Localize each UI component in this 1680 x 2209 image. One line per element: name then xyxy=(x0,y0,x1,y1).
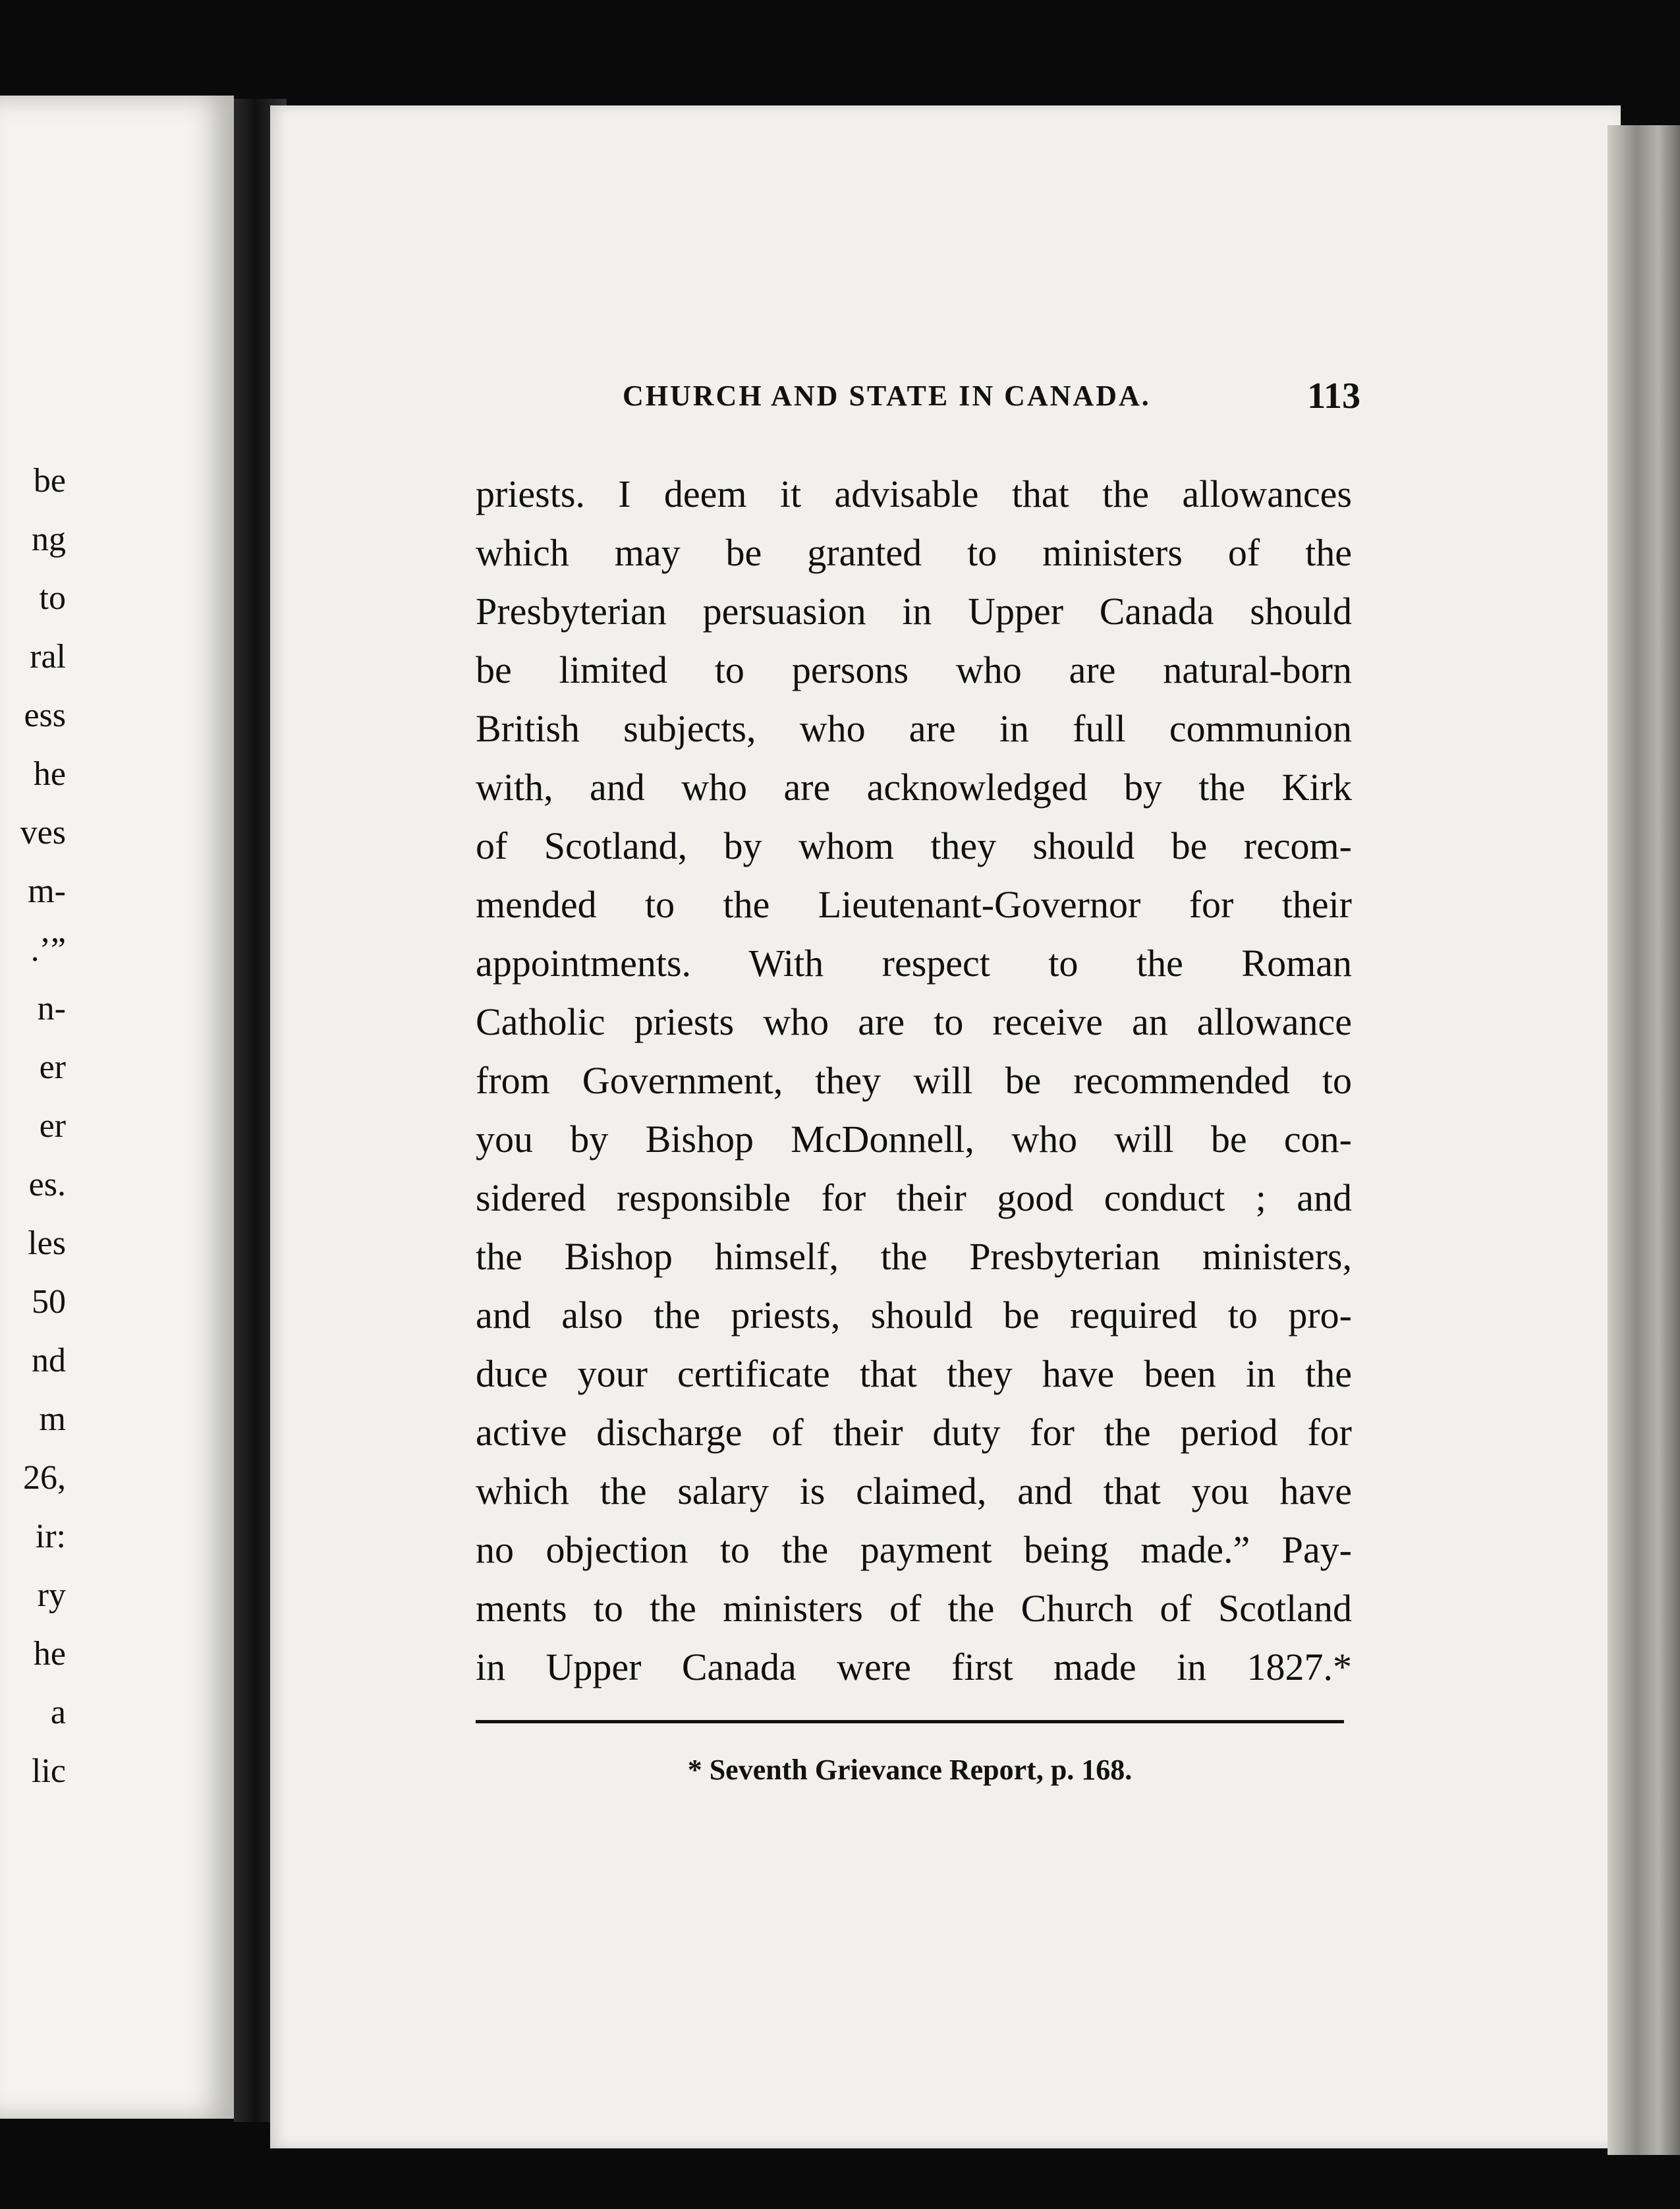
body-line: which may be granted to ministers of the xyxy=(476,531,1352,574)
facing-line: ves xyxy=(20,814,66,851)
body-line: no objection to the payment being made.” Pay- xyxy=(476,1528,1352,1571)
body-line: appointments. With respect to the Roman xyxy=(476,942,1352,985)
running-head-title: CHURCH AND STATE IN CANADA. xyxy=(623,380,1151,412)
facing-line: he xyxy=(33,755,66,793)
body-text xyxy=(476,465,1352,1696)
body-line: ments to the ministers of the Church of Scotland xyxy=(476,1587,1352,1630)
body-line: you by Bishop McDonnell, who will be con- xyxy=(476,1118,1352,1161)
running-head xyxy=(623,376,1360,425)
facing-page-left xyxy=(0,96,234,2119)
facing-line: ess xyxy=(24,697,66,734)
body-line: active discharge of their duty for the period for xyxy=(476,1411,1352,1454)
facing-line: lic xyxy=(32,1752,66,1790)
facing-line: he xyxy=(33,1635,66,1673)
page-number: 113 xyxy=(1307,376,1360,416)
body-line: priests. I deem it advisable that the allowances xyxy=(476,473,1352,515)
body-line: in Upper Canada were first made in 1827.* xyxy=(476,1646,1352,1688)
facing-line: be xyxy=(33,462,66,500)
facing-line: nd xyxy=(32,1342,66,1379)
facing-line: er xyxy=(39,1048,66,1086)
body-line: the Bishop himself, the Presbyterian ministers, xyxy=(476,1235,1352,1278)
footnote-rule xyxy=(476,1720,1344,1723)
facing-line: ir: xyxy=(35,1518,66,1555)
body-line: mended to the Lieutenant-Governor for their xyxy=(476,883,1352,926)
facing-line: es. xyxy=(28,1166,66,1203)
facing-line: .’” xyxy=(30,931,66,969)
facing-line: les xyxy=(28,1224,66,1262)
facing-line: 50 xyxy=(32,1283,66,1321)
body-line: Presbyterian persuasion in Upper Canada should xyxy=(476,590,1352,633)
facing-line: m xyxy=(39,1400,66,1438)
facing-line: a xyxy=(50,1694,66,1731)
body-line: Catholic priests who are to receive an allowance xyxy=(476,1000,1352,1043)
facing-line: n- xyxy=(37,990,66,1027)
body-line: British subjects, who are in full communion xyxy=(476,707,1352,750)
facing-line: ral xyxy=(30,638,66,675)
facing-line: m- xyxy=(28,873,66,910)
facing-line: er xyxy=(39,1107,66,1145)
body-line: and also the priests, should be required to pro- xyxy=(476,1294,1352,1336)
body-line: of Scotland, by whom they should be recom- xyxy=(476,824,1352,867)
body-line: with, and who are acknowledged by the Kirk xyxy=(476,766,1352,809)
facing-line: 26, xyxy=(23,1459,66,1497)
body-line: sidered responsible for their good conduct ; and xyxy=(476,1176,1352,1219)
body-line: from Government, they will be recommended to xyxy=(476,1059,1352,1102)
facing-line: to xyxy=(39,579,66,617)
body-line: duce your certificate that they have been in the xyxy=(476,1352,1352,1395)
body-line: be limited to persons who are natural-born xyxy=(476,648,1352,691)
page-edge-stack xyxy=(1608,125,1680,2155)
facing-line: ry xyxy=(37,1576,66,1614)
facing-line: ng xyxy=(32,521,66,558)
footnote: * Seventh Grievance Report, p. 168. xyxy=(687,1754,1133,1786)
body-line: which the salary is claimed, and that you have xyxy=(476,1470,1352,1512)
